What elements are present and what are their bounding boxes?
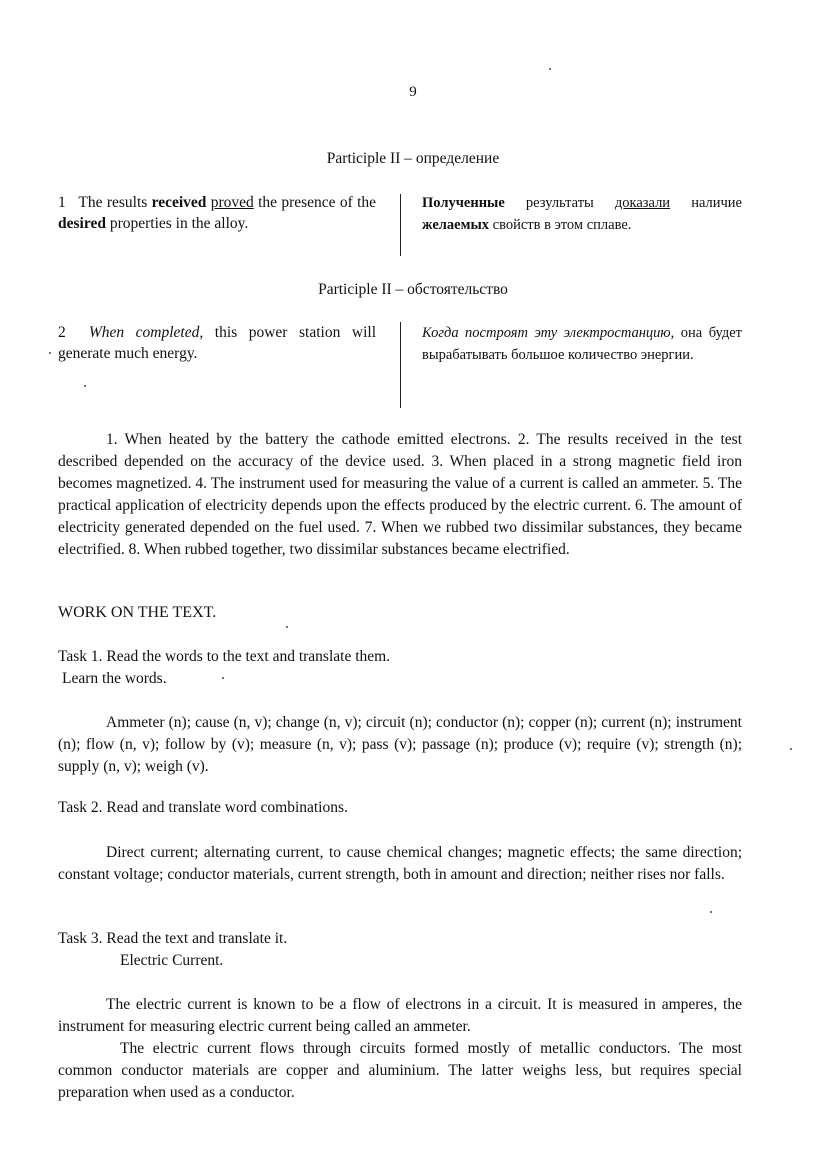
- underlined-dokazali: доказали: [614, 195, 671, 211]
- bold-zhelaemyh: желаемых: [422, 217, 490, 233]
- italic-kogda-postroyat: Когда построят эту электростанцию,: [422, 325, 675, 341]
- bold-received: received: [151, 194, 207, 211]
- scan-speck: [286, 626, 288, 628]
- scan-speck: [710, 911, 712, 913]
- scan-speck: [549, 68, 551, 70]
- section-heading-adverbial: Participle II – обстоятельство: [318, 281, 508, 298]
- task-1-subtitle: Learn the words.: [62, 670, 167, 687]
- example-table-1: [58, 192, 742, 262]
- bold-desired: desired: [58, 215, 106, 232]
- example-1-russian: Полученные результаты доказали наличие желаемых свойств в этом сплаве.: [422, 195, 742, 233]
- example-1-english: 1 The results received proved the presence of the desired properties in the alloy.: [58, 194, 377, 232]
- task-1-word-list: Ammeter (n); cause (n, v); change (n, v); circuit (n); conductor (n); copper (n); current (n); instrument (n); flow (n, v); follow by (v); measure (n, v); pass (v); passage (n); produce (v); require (v); strength (n); supply (n, v); weigh (v).: [58, 714, 742, 775]
- work-on-text-heading: WORK ON THE TEXT.: [58, 604, 217, 621]
- italic-when-completed: When completed,: [88, 324, 204, 341]
- scan-speck: [222, 677, 224, 679]
- example-2-english: 2 When completed, this power station will generate much energy.: [58, 324, 376, 362]
- exercise-sentences: 1. When heated by the battery the cathode emitted electrons. 2. The results received in the test described depended on the accuracy of the device used. 3. When placed in a strong magnetic field iron becomes magnetized. 4. The instrument used for measuring the value of a current is called an ammeter. 5. The practical application of electricity depends upon the effects produced by the electric current. 6. The amount of electricity generated depended on the fuel used. 7. When we rubbed two dissimilar substances, they became electrified. 8. When rubbed together, two dissimilar substances became electrified.: [58, 431, 742, 558]
- scan-speck: [790, 748, 792, 750]
- bold-poluchennye: Полученные: [422, 195, 505, 211]
- task-3-title: Task 3. Read the text and translate it.: [58, 930, 288, 947]
- example-table-2: [58, 322, 742, 412]
- task-2-combinations: Direct current; alternating current, to cause chemical changes; magnetic effects; the same direction; constant voltage; conductor materials, current strength, both in amount and direction; neither rises nor falls.: [58, 844, 742, 883]
- example-2-russian: Когда построят эту электростанцию, она будет вырабатывать большое количество энергии.: [422, 325, 743, 363]
- underlined-proved: proved: [210, 194, 254, 211]
- scan-speck: [49, 352, 51, 354]
- scan-speck: [84, 385, 86, 387]
- task-2-title: Task 2. Read and translate word combinations.: [58, 799, 348, 816]
- page-number: 9: [409, 84, 417, 100]
- text-title: Electric Current.: [120, 952, 224, 969]
- task-1-title: Task 1. Read the words to the text and translate them.: [58, 648, 391, 665]
- text-paragraph-2: The electric current flows through circuits formed mostly of metallic conductors. The most common conductor materials are copper and aluminium. The latter weighs less, but requires special preparation when used as a conductor.: [58, 1040, 742, 1101]
- text-paragraph-1: The electric current is known to be a flow of electrons in a circuit. It is measured in amperes, the instrument for measuring electric current being called an ammeter.: [58, 996, 742, 1035]
- section-heading-definition: Participle II – определение: [326, 150, 500, 167]
